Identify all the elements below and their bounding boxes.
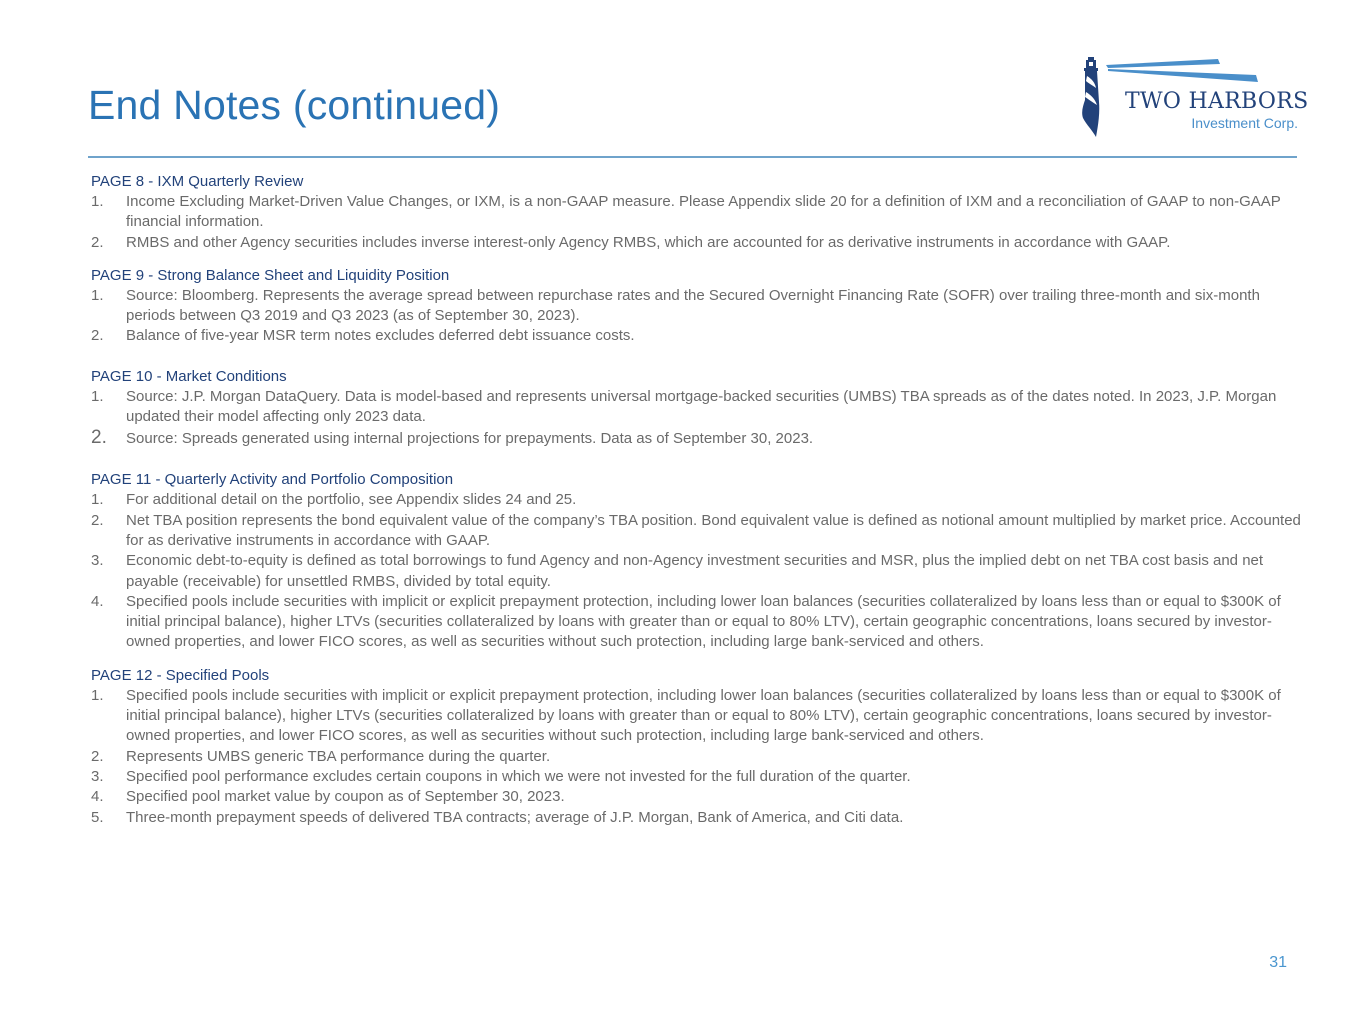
note-item: [91, 387, 1306, 428]
note-item: [91, 427, 1306, 450]
note-item: [91, 326, 1306, 346]
note-text: Net TBA position represents the bond equivalent value of the company’s TBA position. Bond equivalent value is defined as notional amount multiplied by market price. Accounted for as derivative instruments in accordance with GAAP.: [126, 511, 1301, 549]
note-item: [91, 233, 1306, 253]
note-item: [91, 192, 1306, 233]
note-number: 1.: [91, 491, 104, 509]
note-number: 2.: [91, 747, 104, 765]
note-item: [91, 592, 1306, 653]
note-list: [91, 490, 1306, 652]
note-number: 4.: [91, 592, 104, 610]
note-list: [91, 686, 1306, 828]
note-text: Source: J.P. Morgan DataQuery. Data is model-based and represents universal mortgage-backed securities (UMBS) TBA spreads as of the dates noted. In 2023, J.P. Morgan updated their model affecting only 2023 data.: [126, 387, 1277, 426]
note-item: [91, 808, 1306, 828]
note-item: [91, 747, 1306, 767]
note-text: Three-month prepayment speeds of delivered TBA contracts; average of J.P. Morgan, Bank of America, and Citi data.: [126, 808, 904, 826]
section-page-11: [91, 470, 1306, 652]
note-text: Represents UMBS generic TBA performance during the quarter.: [126, 747, 551, 765]
note-item: [91, 286, 1306, 327]
note-text: Specified pools include securities with implicit or explicit prepayment protection, including lower loan balances (securities collateralized by loans less than or equal to $300K of initial principal balance), higher LTVs (securities collateralized by loans with greater than or equal to 80% LTV), certain geographic concentrations, loans secured by investor-owned properties, and lower FICO scores, as well as securities without such protection, including large bank-serviced and others.: [126, 592, 1281, 651]
note-number: 1.: [91, 686, 104, 704]
note-number: 2.: [91, 511, 104, 529]
note-item: [91, 490, 1306, 510]
note-text: Income Excluding Market-Driven Value Changes, or IXM, is a non-GAAP measure. Please Appendix slide 20 for a definition of IXM and a reconciliation of GAAP to non-GAAP financial information.: [126, 193, 1281, 231]
note-number: 3.: [91, 767, 104, 785]
note-list: [91, 286, 1306, 347]
company-logo: [1078, 52, 1309, 140]
note-item: [91, 551, 1306, 592]
note-text: RMBS and other Agency securities includes inverse interest-only Agency RMBS, which are accounted for as derivative instruments in accordance with GAAP.: [126, 233, 1171, 251]
section-page-10: [91, 367, 1306, 451]
page-number: 31: [1269, 954, 1287, 971]
section-page-9: [91, 266, 1306, 347]
note-text: For additional detail on the portfolio, see Appendix slides 24 and 25.: [126, 491, 577, 509]
section-heading: PAGE 11 - Quarterly Activity and Portfolio Composition: [91, 471, 454, 489]
section-page-8: [91, 172, 1306, 253]
note-item: [91, 686, 1306, 747]
section-heading: PAGE 10 - Market Conditions: [91, 367, 287, 385]
note-number: 3.: [91, 552, 104, 570]
note-list: [91, 387, 1306, 451]
note-number: 2.: [91, 327, 104, 345]
note-text: Balance of five-year MSR term notes excludes deferred debt issuance costs.: [126, 327, 635, 345]
note-text: Specified pool market value by coupon as of September 30, 2023.: [126, 788, 565, 806]
page-title: End Notes (continued): [88, 82, 501, 128]
note-number: 5.: [91, 808, 104, 826]
note-list: [91, 192, 1306, 253]
section-heading: PAGE 12 - Specified Pools: [91, 666, 270, 684]
note-item: [91, 787, 1306, 807]
note-item: [91, 511, 1306, 552]
logo-name: TWO HARBORS: [1125, 89, 1309, 114]
note-number: 2.: [91, 427, 107, 449]
note-number: 1.: [91, 286, 104, 304]
note-text: Specified pool performance excludes certain coupons in which we were not invested for the full duration of the quarter.: [126, 767, 911, 785]
note-text: Specified pools include securities with implicit or explicit prepayment protection, including lower loan balances (securities collateralized by loans less than or equal to $300K of initial principal balance), higher LTVs (securities collateralized by loans with greater than or equal to 80% LTV), certain geographic concentrations, loans secured by investor-owned properties, and lower FICO scores, as well as securities without such protection, including large bank-serviced and others.: [126, 686, 1281, 745]
section-page-12: [91, 666, 1306, 828]
note-item: [91, 767, 1306, 787]
note-number: 2.: [91, 233, 104, 251]
note-number: 4.: [91, 788, 104, 806]
section-heading: PAGE 9 - Strong Balance Sheet and Liquidity Position: [91, 266, 450, 284]
end-notes: [91, 172, 1306, 841]
note-number: 1.: [91, 193, 104, 210]
note-text: Source: Spreads generated using internal projections for prepayments. Data as of September 30, 2023.: [126, 430, 814, 448]
logo-subtitle: Investment Corp.: [1191, 115, 1298, 131]
note-text: Source: Bloomberg. Represents the average spread between repurchase rates and the Secured Overnight Financing Rate (SOFR) over trailing three-month and six-month periods between Q3 2019 and Q3 2023 (as of September 30, 2023).: [126, 286, 1260, 325]
section-heading: PAGE 8 - IXM Quarterly Review: [91, 173, 304, 190]
title-divider: [88, 156, 1297, 158]
note-text: Economic debt-to-equity is defined as total borrowings to fund Agency and non-Agency investment securities and MSR, plus the implied debt on net TBA cost basis and net payable (receivable) for unsettled RMBS, divided by total equity.: [126, 552, 1264, 590]
note-number: 1.: [91, 387, 104, 405]
